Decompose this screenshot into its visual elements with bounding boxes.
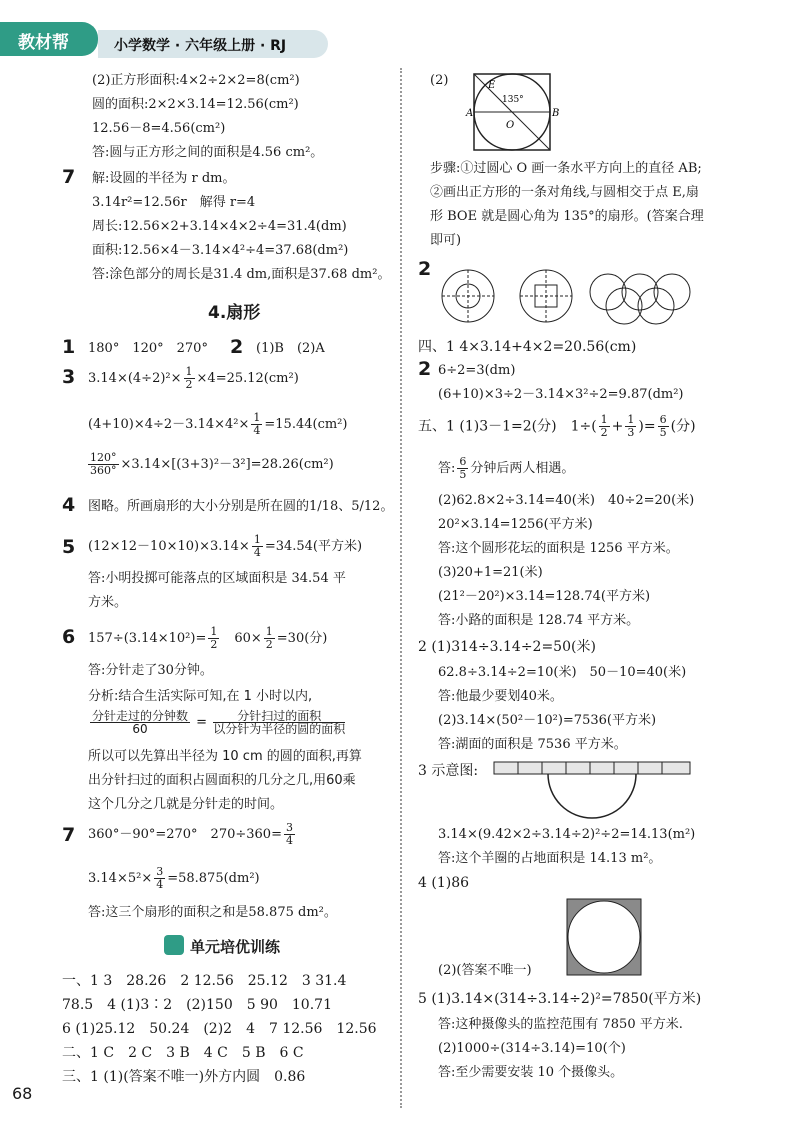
text-line: (2)3.14×(50²－10²)=7536(平方米) [438, 713, 657, 728]
svg-text:E: E [488, 80, 496, 91]
analysis-text: 这个几分之几就是分针走的时间。 [88, 797, 284, 812]
formula-line: 3.14×5²× $\frac{3}{4}$ =58.875(dm²) [88, 865, 260, 891]
sheep-pen-diagram [492, 760, 692, 820]
question-number: 7 [62, 166, 76, 188]
text-line: 二、1 C 2 C 3 B 4 C 5 B 6 C [62, 1045, 304, 1061]
question-number: 7 [62, 824, 76, 846]
text-line: 图略。所画扇形的大小分别是所在圆的1/18、5/12。 [88, 499, 394, 514]
formula-line: 360°－90°=270° 270÷360= $\frac{3}{4}$ [88, 821, 293, 847]
formula-line: $\frac{120^\circ}{360^\circ}$ ×3.14×[(3+3)²－3²]=28.26(cm²) [90, 451, 334, 477]
question-number: 1 [62, 336, 76, 358]
book-banner [98, 30, 328, 58]
text-line: (2)正方形面积:4×2÷2×2=8(cm²) [92, 73, 300, 88]
text-line: 方米。 [88, 595, 128, 610]
text-line: 78.5 4 (1)3∶2 (2)150 5 90 10.71 [62, 997, 332, 1013]
text-line: 62.8÷3.14÷2=10(米) 50－10=40(米) [438, 665, 687, 680]
text-line: 12.56－8=4.56(cm²) [92, 121, 226, 136]
unit-title: 单元培优训练 [190, 938, 281, 956]
svg-text:A: A [466, 108, 474, 119]
svg-text:O: O [506, 120, 515, 131]
text-line: 答:圆与正方形之间的面积是4.56 cm²。 [92, 145, 324, 160]
formula-line: 五、1 (1)3－1=2(分) 1÷( $\frac{1}{2}$ + $\frac{1}{3}$ )= $\frac{6}{5}$ (分) [418, 413, 696, 439]
text-line: 周长:12.56×2+3.14×4×2÷4=31.4(dm) [92, 219, 347, 234]
text-line: 答:至少需要安装 10 个摄像头。 [438, 1065, 624, 1080]
analysis-text: 出分针扫过的面积占圆面积的几分之几,用60乘 [88, 773, 356, 788]
text-line: 答:他最少要划40米。 [438, 689, 563, 704]
question-number: 5 [62, 536, 76, 558]
page-number: 68 [12, 1084, 33, 1103]
formula-line: 答: $\frac{6}{5}$ 分钟后两人相遇。 [438, 455, 575, 481]
svg-text:B: B [552, 108, 560, 119]
analysis-text: 分析:结合生活实际可知,在 1 小时以内, [88, 689, 313, 704]
text-line: 3.14×(9.42×2÷3.14÷2)²÷2=14.13(m²) [438, 827, 696, 842]
text-line: (2)1000÷(314÷3.14)=10(个) [438, 1041, 626, 1056]
question-number: 6 [62, 626, 76, 648]
question-number: 2 [418, 258, 432, 280]
text-line: 答:涂色部分的周长是31.4 dm,面积是37.68 dm²。 [92, 267, 391, 282]
text-line: 答:分针走了30分钟。 [88, 663, 213, 678]
chart-icon [164, 935, 184, 955]
text-line: 180° 120° 270° [88, 341, 208, 356]
book-title: 小学数学 · 六年级上册 · RJ [114, 38, 287, 54]
text-line: 答:这个羊圈的占地面积是 14.13 m²。 [438, 851, 662, 866]
text-line: 20²×3.14=1256(平方米) [438, 517, 593, 532]
formula-line: (4+10)×4÷2－3.14×4²× $\frac{1}{4}$ =15.44(cm²) [88, 411, 348, 437]
text-line: 即可) [430, 233, 462, 248]
text-line: 6 (1)25.12 50.24 (2)2 4 7 12.56 12.56 [62, 1021, 377, 1037]
text-line: 3 示意图: [418, 763, 479, 779]
sector-figure [466, 70, 558, 154]
column-divider [400, 68, 404, 1108]
text-line: 答:小明投掷可能落点的区域面积是 34.54 平 [88, 571, 346, 586]
text-line: 解:设圆的半径为 r dm。 [92, 171, 236, 186]
text-line: 答:这三个扇形的面积之和是58.875 dm²。 [88, 905, 337, 920]
text-line: (1)B (2)A [256, 341, 325, 356]
formula-line: (12×12－10×10)×3.14× $\frac{1}{4}$ =34.54(平方米) [88, 533, 363, 559]
brand-label: 教材帮 [18, 33, 69, 53]
analysis-text: 所以可以先算出半径为 10 cm 的圆的面积,再算 [88, 749, 362, 764]
text-line: (6+10)×3÷2－3.14×3²÷2=9.87(dm²) [438, 387, 684, 402]
text-line: 6÷2=3(dm) [438, 363, 516, 378]
text-line: 答:湖面的面积是 7536 平方米。 [438, 737, 627, 752]
analysis-formula: $\frac{\text{分针走过的分钟数}}{60}$ = $\frac{\text{分针扫过的面积}}{\text{以分针为半径的圆的面积}}$ [92, 709, 346, 736]
text-line: (21²－20²)×3.14=128.74(平方米) [438, 589, 651, 604]
text-line: (2)(答案不唯一) [438, 963, 532, 978]
text-line: 三、1 (1)(答案不唯一)外方内圆 0.86 [62, 1069, 306, 1085]
brand-tab [0, 22, 98, 56]
formula-line: 157÷(3.14×10²)= $\frac{1}{2}$ 60× $\frac{1}{2}$ =30(分) [88, 625, 328, 651]
text-line: (2) [430, 73, 449, 88]
question-number: 2 [418, 358, 432, 380]
square-circle-figure [566, 898, 642, 978]
text-line: 答:这种摄像头的监控范围有 7850 平方米. [438, 1017, 683, 1032]
section-title: 4.扇形 [208, 303, 261, 323]
question-number: 2 [230, 336, 244, 358]
text-line: 3.14r²=12.56r 解得 r=4 [92, 195, 256, 210]
question-number: 4 [62, 494, 76, 516]
text-line: 答:小路的面积是 128.74 平方米。 [438, 613, 640, 628]
text-line: 步骤:①过圆心 O 画一条水平方向上的直径 AB; [430, 161, 702, 176]
text-line: 4 (1)86 [418, 875, 470, 891]
text-line: 形 BOE 就是圆心角为 135°的扇形。(答案合理 [430, 209, 704, 224]
text-line: 答:这个圆形花坛的面积是 1256 平方米。 [438, 541, 679, 556]
circle-patterns [436, 266, 696, 326]
text-line: (3)20+1=21(米) [438, 565, 543, 580]
text-line: (2)62.8×2÷3.14=40(米) 40÷2=20(米) [438, 493, 695, 508]
text-line: 一、1 3 28.26 2 12.56 25.12 3 31.4 [62, 973, 347, 989]
question-number: 3 [62, 366, 76, 388]
text-line: 5 (1)3.14×(314÷3.14÷2)²=7850(平方米) [418, 991, 702, 1007]
text-line: 圆的面积:2×2×3.14=12.56(cm²) [92, 97, 299, 112]
text-line: 2 (1)314÷3.14÷2=50(米) [418, 639, 596, 655]
text-line: 面积:12.56×4－3.14×4²÷4=37.68(dm²) [92, 243, 349, 258]
formula-line: 3.14×(4÷2)²× $\frac{1}{2}$ ×4=25.12(cm²) [88, 365, 299, 391]
svg-text:135°: 135° [502, 95, 524, 105]
text-line: 四、1 4×3.14+4×2=20.56(cm) [418, 339, 637, 355]
text-line: ②画出正方形的一条对角线,与圆相交于点 E,扇 [430, 185, 699, 200]
